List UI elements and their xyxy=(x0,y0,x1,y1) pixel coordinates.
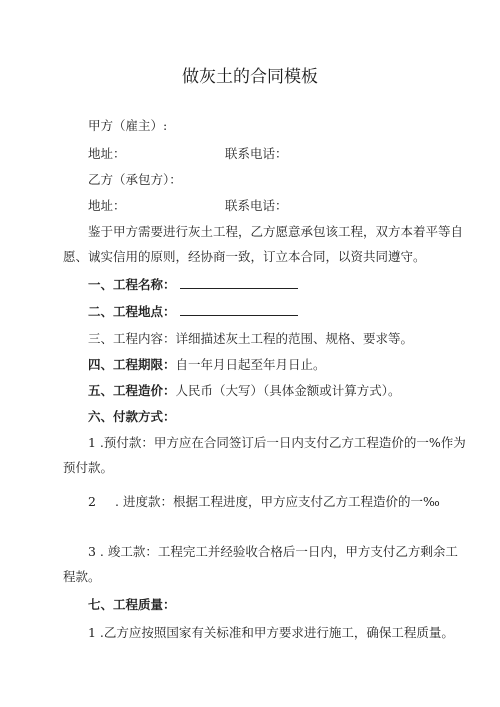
payment-final-line-2: 程款。 xyxy=(63,569,101,584)
clause-project-quality: 七、工程质量： xyxy=(88,597,176,612)
party-b-contact-row xyxy=(88,198,488,214)
preamble-line-1: 鉴于甲方需要进行灰土工程，乙方愿意承包该工程，双方本着平等自 xyxy=(88,224,464,239)
payment-advance-line-1: 1 .预付款：甲方应在合同签订后一日内支付乙方工程造价的一%作为 xyxy=(88,435,466,450)
party-b-line: 乙方（承包方）： xyxy=(88,172,182,187)
party-a-phone-label: 联系电话： xyxy=(225,146,288,161)
party-b-phone-label: 联系电话： xyxy=(225,198,288,213)
clause-project-period-text: 自一年月日起至年月日止。 xyxy=(175,357,326,372)
clause-project-location-label: 二、工程地点： xyxy=(88,304,176,319)
document-title: 做灰土的合同模板 xyxy=(182,67,318,87)
payment-progress-text: . 进度款：根据工程进度，甲方应支付乙方工程造价的一‰ xyxy=(115,494,440,509)
clause-project-cost-label: 五、工程造价： xyxy=(88,383,176,398)
party-a-line: 甲方（雇主）: xyxy=(88,118,168,133)
clause-project-cost xyxy=(88,383,401,399)
clause-project-content: 三、工程内容：详细描述灰土工程的范围、规格、要求等。 xyxy=(88,331,414,346)
clause-project-name xyxy=(88,277,298,293)
payment-progress-number: 2 xyxy=(88,494,96,509)
payment-final-line-1: 3 . 竣工款：工程完工并经验收合格后一日内，甲方支付乙方剩余工 xyxy=(88,544,458,559)
project-name-blank xyxy=(180,278,298,289)
clause-payment-method: 六、付款方式： xyxy=(88,409,176,424)
payment-progress xyxy=(88,494,488,510)
party-a-address-label: 地址： xyxy=(88,146,126,161)
clause-project-location xyxy=(88,304,298,320)
clause-project-name-label: 一、工程名称： xyxy=(88,277,176,292)
clause-project-cost-text: 人民币（大写）（具体金额或计算方式）。 xyxy=(175,383,401,398)
quality-item-1: 1 .乙方应按照国家有关标准和甲方要求进行施工，确保工程质量。 xyxy=(88,625,454,640)
clause-project-period-label: 四、工程期限： xyxy=(88,357,176,372)
clause-project-period xyxy=(88,357,326,373)
payment-advance-line-2: 预付款。 xyxy=(63,460,114,475)
preamble-line-2: 愿、诚实信用的原则，经协商一致，订立本合同，以资共同遵守。 xyxy=(63,249,426,264)
party-a-contact-row xyxy=(88,146,488,162)
party-b-address-label: 地址： xyxy=(88,198,126,213)
project-location-blank xyxy=(180,305,298,316)
